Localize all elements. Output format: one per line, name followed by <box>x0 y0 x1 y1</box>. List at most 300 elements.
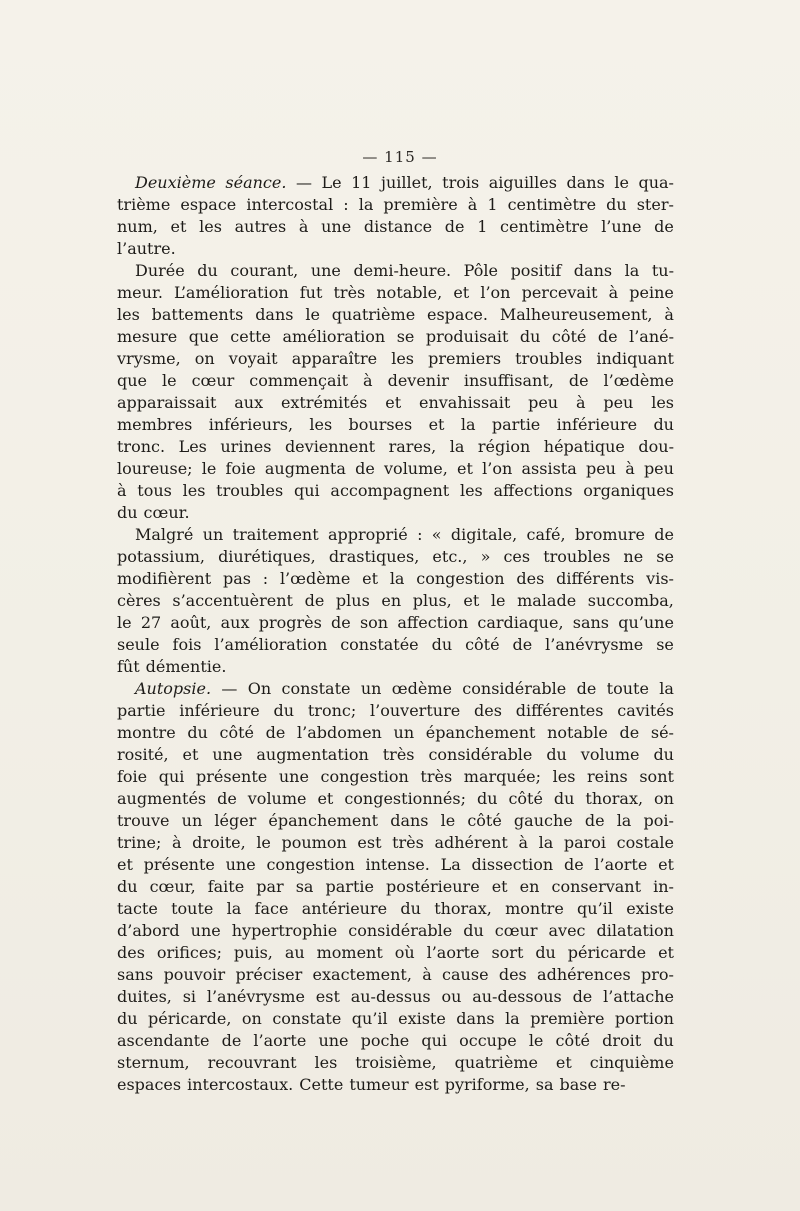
word: des <box>516 569 545 588</box>
word: du <box>553 789 575 808</box>
text-line <box>117 216 674 238</box>
word: considérable <box>348 921 453 940</box>
word: dans <box>573 261 613 280</box>
word: considérable <box>428 745 533 764</box>
word: cœur. <box>143 503 190 522</box>
word: à <box>664 305 674 324</box>
word: constatée <box>340 635 419 654</box>
word: On <box>247 679 272 698</box>
word: trois <box>442 173 480 192</box>
word: cœur, <box>149 877 196 896</box>
word: occupe <box>459 1031 517 1050</box>
word: digitale, <box>450 525 518 544</box>
word: la <box>460 415 476 434</box>
word: de <box>304 591 325 610</box>
word: et <box>117 855 133 874</box>
word: aiguilles <box>488 173 557 192</box>
word: et <box>457 459 473 478</box>
word: malade <box>517 591 577 610</box>
word: d’abord <box>117 921 180 940</box>
word: indiquant <box>596 349 674 368</box>
word: l’abdomen <box>297 723 382 742</box>
word: rosité, <box>117 745 169 764</box>
word: le <box>490 591 506 610</box>
word: dans <box>566 173 605 192</box>
word: tous <box>137 481 172 500</box>
word: la <box>659 679 674 698</box>
word: centimètre <box>507 195 597 214</box>
word: et <box>428 415 445 434</box>
word: région <box>477 437 531 456</box>
word: l’aorte <box>426 943 480 962</box>
word: et <box>463 591 480 610</box>
word: tronc. <box>117 437 166 456</box>
word: cinquième <box>589 1053 674 1072</box>
word: de <box>597 327 618 346</box>
word: l’ouverture <box>370 701 461 720</box>
word: le <box>201 459 217 478</box>
text-line <box>117 810 674 832</box>
word: cardiaque, <box>477 613 564 632</box>
text-line <box>117 656 674 678</box>
word: fût <box>117 657 140 676</box>
text-line <box>117 964 674 986</box>
word: du <box>463 921 484 940</box>
word: côté <box>551 327 587 346</box>
word: toute <box>171 899 214 918</box>
word: augmentés <box>117 789 207 808</box>
text-line <box>117 898 674 920</box>
word: reins <box>587 767 628 786</box>
word: et <box>555 1053 572 1072</box>
word: de <box>444 217 465 236</box>
word: au <box>284 943 305 962</box>
word: pouvoir <box>163 965 226 984</box>
word: du <box>273 701 295 720</box>
word: apparaître <box>291 349 378 368</box>
word: Durée <box>135 261 185 280</box>
word: à <box>518 833 528 852</box>
word: organiques <box>583 481 674 500</box>
word: du <box>431 635 453 654</box>
word: du <box>476 789 498 808</box>
word: côté <box>465 635 500 654</box>
word: août, <box>170 613 212 632</box>
word: qui <box>158 767 185 786</box>
text-line <box>117 348 674 370</box>
word: : <box>343 195 349 214</box>
word: conservant <box>551 877 642 896</box>
word: est <box>414 1075 439 1094</box>
text-line <box>117 590 674 612</box>
word: 1 <box>487 195 498 214</box>
word: peine <box>629 283 674 302</box>
word: pyriforme, <box>444 1075 530 1094</box>
word: café, <box>526 525 566 544</box>
word: à <box>171 833 182 852</box>
word: volume <box>580 745 640 764</box>
word: L’amélioration <box>174 283 289 302</box>
word: marquée; <box>463 767 542 786</box>
word: existe <box>626 899 674 918</box>
word: La <box>440 855 461 874</box>
word: sa <box>295 877 314 896</box>
word: par <box>256 877 284 896</box>
text-line <box>117 986 674 1008</box>
word: de <box>512 635 533 654</box>
word: trine; <box>117 833 162 852</box>
word: sont <box>639 767 674 786</box>
word: et <box>182 745 199 764</box>
word: Cette <box>299 1075 344 1094</box>
word: du <box>400 899 421 918</box>
word: l’autre. <box>117 239 176 258</box>
word: léger <box>214 811 257 830</box>
word: du <box>197 261 218 280</box>
word: à <box>625 459 635 478</box>
word: assista <box>521 459 577 478</box>
word: montre <box>117 723 176 742</box>
word: produisait <box>425 327 509 346</box>
word: l’attache <box>603 987 674 1006</box>
text-line <box>117 1008 674 1030</box>
text-line <box>117 370 674 392</box>
word: distance <box>363 217 433 236</box>
word: très <box>382 745 415 764</box>
word: du <box>653 415 674 434</box>
word: cœur <box>494 921 538 940</box>
word: poumon <box>281 833 347 852</box>
text-line <box>117 1074 674 1096</box>
word: hépatique <box>543 437 625 456</box>
word: dans <box>456 1009 495 1028</box>
word: de <box>217 789 237 808</box>
word: de <box>331 613 351 632</box>
word: congestion <box>416 569 505 588</box>
word: vis- <box>646 569 674 588</box>
word: la <box>616 811 632 830</box>
word: où <box>394 943 415 962</box>
word: l’aorte <box>253 1031 307 1050</box>
word: notable, <box>376 283 443 302</box>
word: — <box>295 173 312 192</box>
word: exactement, <box>312 965 412 984</box>
word: : <box>417 525 423 544</box>
word: que <box>188 327 219 346</box>
word: 1 <box>477 217 488 236</box>
word: péricarde, <box>148 1009 232 1028</box>
text-line <box>117 722 674 744</box>
word: la <box>624 261 640 280</box>
text-line <box>117 392 674 414</box>
word: côté <box>508 789 543 808</box>
word: amélioration <box>282 327 386 346</box>
page-number: — 115 — <box>362 148 438 166</box>
word: in- <box>653 877 674 896</box>
word: apparaissait <box>117 393 217 412</box>
word: bromure <box>574 525 645 544</box>
paragraph-p3 <box>117 524 674 678</box>
word: est <box>315 987 340 1006</box>
word: augmenta <box>264 459 346 478</box>
word: la <box>389 569 405 588</box>
word: l’ané- <box>629 327 674 346</box>
section-lead-word: Autopsie. <box>135 679 212 698</box>
word: l’œdème <box>603 371 674 390</box>
text-line <box>117 458 674 480</box>
text-line <box>117 172 674 194</box>
word: ces <box>503 547 531 566</box>
word: succomba, <box>587 591 674 610</box>
text-line <box>117 1030 674 1052</box>
word: la <box>358 195 374 214</box>
word: les <box>314 1053 338 1072</box>
word: commençait <box>249 371 349 390</box>
word: constate <box>272 1009 342 1028</box>
word: différents <box>556 569 635 588</box>
word: recouvrant <box>207 1053 297 1072</box>
word: courant, <box>230 261 299 280</box>
word: son <box>359 613 389 632</box>
word: « <box>431 525 442 544</box>
word: du <box>606 195 627 214</box>
word: accompagnent <box>330 481 450 500</box>
word: de <box>572 987 593 1006</box>
word: cères <box>117 591 161 610</box>
text-line <box>117 194 674 216</box>
word: des <box>117 943 145 962</box>
word: constate <box>281 679 351 698</box>
word: la <box>538 833 554 852</box>
word: duites, <box>117 987 172 1006</box>
word: qu’une <box>618 613 674 632</box>
word: seule <box>117 635 160 654</box>
word: au-dessous <box>472 987 562 1006</box>
word: percevait <box>521 283 598 302</box>
page-body-text <box>117 172 674 1096</box>
word: tu- <box>651 261 674 280</box>
word: centimètre <box>500 217 589 236</box>
word: dissection <box>471 855 554 874</box>
word: autres <box>234 217 287 236</box>
word: traitement <box>232 525 319 544</box>
word: battements <box>151 305 244 324</box>
word: peu <box>528 393 559 412</box>
text-line <box>117 436 674 458</box>
text-line <box>117 568 674 590</box>
word: droit <box>602 1031 642 1050</box>
word: cœur <box>191 371 235 390</box>
word: des <box>473 701 502 720</box>
word: base <box>559 1075 597 1094</box>
word: sternum, <box>117 1053 190 1072</box>
word: considérable <box>462 679 567 698</box>
word: 27 <box>140 613 162 632</box>
word: au-dessus <box>350 987 431 1006</box>
word: une <box>318 1031 349 1050</box>
word: de <box>654 217 674 236</box>
text-line <box>117 502 674 524</box>
word: première <box>383 195 458 214</box>
word: et <box>658 943 674 962</box>
word: le <box>305 305 320 324</box>
paragraph-p2 <box>117 260 674 524</box>
word: à <box>298 217 309 236</box>
word: le <box>117 613 132 632</box>
word: qui <box>293 481 320 500</box>
word: thorax, <box>434 899 492 918</box>
word: puis, <box>233 943 273 962</box>
word: très <box>392 833 424 852</box>
word: deviennent <box>284 437 376 456</box>
word: thorax, <box>585 789 644 808</box>
word: premiers <box>428 349 502 368</box>
word: partie <box>117 701 166 720</box>
word: partie <box>491 415 541 434</box>
word: et <box>453 283 470 302</box>
word: : <box>262 569 269 588</box>
word: affections <box>493 481 573 500</box>
word: membres <box>117 415 193 434</box>
word: côté <box>467 811 502 830</box>
word: un <box>393 723 415 742</box>
word: et <box>491 877 508 896</box>
word: congestion <box>320 767 409 786</box>
word: espace. <box>427 305 488 324</box>
word: du <box>653 745 674 764</box>
word: cause <box>442 965 489 984</box>
word: à <box>467 195 478 214</box>
text-line <box>117 326 674 348</box>
word: faite <box>207 877 245 896</box>
word: les <box>391 349 414 368</box>
word: et <box>658 855 674 874</box>
text-line <box>117 920 674 942</box>
word: pas <box>222 569 251 588</box>
word: mesure <box>117 327 178 346</box>
word: Pôle <box>463 261 499 280</box>
text-line <box>117 766 674 788</box>
word: en <box>519 877 540 896</box>
word: portion <box>614 1009 674 1028</box>
word: qu’il <box>351 1009 388 1028</box>
word: le <box>162 371 177 390</box>
word: première <box>530 1009 605 1028</box>
word: l’on <box>482 459 513 478</box>
word: on <box>241 1009 262 1028</box>
word: épanchement <box>268 811 379 830</box>
word: du <box>117 1009 138 1028</box>
word: dilatation <box>596 921 674 940</box>
word: re- <box>602 1075 626 1094</box>
word: et <box>170 217 187 236</box>
word: l’une <box>601 217 642 236</box>
word: épanchement <box>425 723 536 742</box>
word: moment <box>316 943 383 962</box>
word: troubles <box>543 547 611 566</box>
word: gauche <box>513 811 573 830</box>
text-line <box>117 480 674 502</box>
word: aux <box>234 393 264 412</box>
word: et <box>385 393 402 412</box>
word: les <box>182 481 206 500</box>
word: potassium, <box>117 547 205 566</box>
word: est <box>357 833 382 852</box>
word: le <box>256 833 271 852</box>
word: et <box>362 569 379 588</box>
word: de <box>355 459 375 478</box>
word: de <box>619 723 640 742</box>
word: côté <box>555 1031 591 1050</box>
word: à <box>608 283 619 302</box>
word: costale <box>616 833 674 852</box>
word: se <box>396 327 415 346</box>
word: quatrième <box>331 305 416 324</box>
word: du <box>546 745 567 764</box>
text-line <box>117 546 674 568</box>
word: aux <box>220 613 250 632</box>
word: existe <box>398 1009 446 1028</box>
word: le <box>528 1031 544 1050</box>
word: sort <box>491 943 524 962</box>
word: du <box>535 943 556 962</box>
word: droite, <box>192 833 246 852</box>
word: postérieure <box>386 877 480 896</box>
text-line <box>117 304 674 326</box>
word: Malheureusement, <box>499 305 653 324</box>
word: face <box>254 899 289 918</box>
word: le <box>614 173 629 192</box>
word: l’anévrysme <box>545 635 644 654</box>
word: si <box>182 987 197 1006</box>
text-line <box>117 876 674 898</box>
word: que <box>117 371 148 390</box>
word: sa <box>535 1075 554 1094</box>
word: à <box>363 371 373 390</box>
word: du <box>187 723 208 742</box>
word: fut <box>299 283 323 302</box>
word: de <box>654 525 674 544</box>
word: du <box>117 877 138 896</box>
word: congestionnés; <box>344 789 466 808</box>
word: troubles <box>216 481 284 500</box>
word: espaces <box>117 1075 182 1094</box>
word: fois <box>172 635 202 654</box>
word: intercostal <box>246 195 334 214</box>
word: de <box>568 371 589 390</box>
paragraph-p4 <box>117 678 674 1096</box>
word: intercostaux. <box>187 1075 294 1094</box>
word: Les <box>178 437 207 456</box>
text-line <box>117 414 674 436</box>
word: troisième, <box>355 1053 437 1072</box>
word: ne <box>623 547 644 566</box>
word: cette <box>230 327 272 346</box>
word: démentie. <box>145 657 227 676</box>
word: et <box>317 789 334 808</box>
text-line <box>117 788 674 810</box>
word: la <box>449 437 465 456</box>
word: modifièrent <box>117 569 212 588</box>
word: hypertrophie <box>231 921 338 940</box>
word: montre <box>505 899 564 918</box>
text-line <box>117 612 674 634</box>
word: de <box>265 723 286 742</box>
word: de <box>221 1031 242 1050</box>
word: meur. <box>117 283 163 302</box>
word: extrémités <box>280 393 368 412</box>
word: l’aorte <box>594 855 648 874</box>
